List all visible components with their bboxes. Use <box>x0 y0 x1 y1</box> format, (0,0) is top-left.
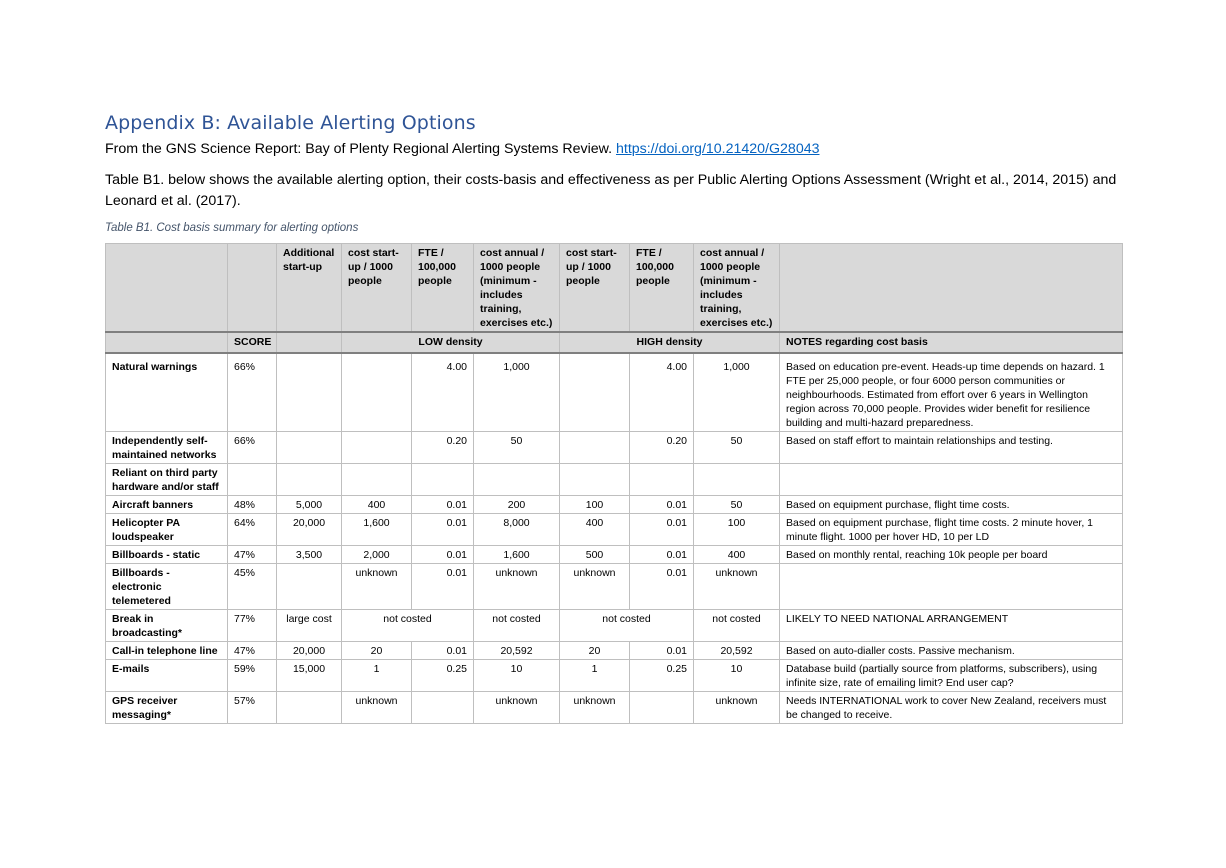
high-fte-cell: 0.20 <box>630 432 694 464</box>
score-cell: 64% <box>228 514 277 546</box>
additional-startup-cell <box>277 692 342 724</box>
row-name-cell: E-mails <box>106 660 228 692</box>
table-row <box>106 564 1123 610</box>
row-name-cell: Call-in telephone line <box>106 642 228 660</box>
high-annual-cell: not costed <box>694 610 780 642</box>
high-startup-cell: 400 <box>560 514 630 546</box>
table-row <box>106 432 1123 464</box>
high-startup-cell <box>560 353 630 432</box>
notes-cell: Based on staff effort to maintain relationships and testing. <box>780 432 1123 464</box>
high-annual-cell <box>694 464 780 496</box>
header-high-startup: cost start-up / 1000 people <box>560 244 630 333</box>
header-low-startup: cost start-up / 1000 people <box>342 244 412 333</box>
low-fte-cell <box>412 464 474 496</box>
additional-startup-cell <box>277 564 342 610</box>
high-startup-cell: 500 <box>560 546 630 564</box>
high-annual-cell: unknown <box>694 692 780 724</box>
source-paragraph <box>105 139 1125 160</box>
additional-startup-cell <box>277 353 342 432</box>
low-startup-cell <box>342 353 412 432</box>
additional-startup-cell: large cost <box>277 610 342 642</box>
low-annual-cell: unknown <box>474 564 560 610</box>
high-fte-cell <box>630 692 694 724</box>
low-fte-cell <box>412 692 474 724</box>
low-fte-cell: 0.01 <box>412 496 474 514</box>
low-startup-cell <box>342 432 412 464</box>
high-startup-cell: unknown <box>560 564 630 610</box>
high-fte-cell <box>630 464 694 496</box>
low-fte-cell: 0.01 <box>412 642 474 660</box>
low-annual-cell: 50 <box>474 432 560 464</box>
low-annual-cell: unknown <box>474 692 560 724</box>
score-cell: 48% <box>228 496 277 514</box>
low-startup-cell: 1 <box>342 660 412 692</box>
notes-cell <box>780 464 1123 496</box>
low-annual-cell: 20,592 <box>474 642 560 660</box>
high-not-costed-cell: not costed <box>560 610 694 642</box>
additional-startup-cell: 20,000 <box>277 642 342 660</box>
high-fte-cell: 0.01 <box>630 642 694 660</box>
row-name-cell: Natural warnings <box>106 353 228 432</box>
header-low-fte: FTE / 100,000 people <box>412 244 474 333</box>
score-cell <box>228 464 277 496</box>
row-name-cell: Billboards - electronic telemetered <box>106 564 228 610</box>
row-name-cell: Independently self-maintained networks <box>106 432 228 464</box>
low-startup-cell: unknown <box>342 564 412 610</box>
low-fte-cell: 0.25 <box>412 660 474 692</box>
header-cell-blank <box>106 244 228 333</box>
high-annual-cell: 10 <box>694 660 780 692</box>
high-annual-cell: unknown <box>694 564 780 610</box>
table-row <box>106 464 1123 496</box>
high-startup-cell <box>560 464 630 496</box>
high-annual-cell: 20,592 <box>694 642 780 660</box>
notes-cell <box>780 564 1123 610</box>
high-fte-cell: 0.01 <box>630 514 694 546</box>
low-fte-cell: 0.01 <box>412 564 474 610</box>
subheader-score: SCORE <box>228 332 277 353</box>
subheader-high-density: HIGH density <box>560 332 780 353</box>
subheader-low-density: LOW density <box>342 332 560 353</box>
high-startup-cell: 100 <box>560 496 630 514</box>
header-cell-blank <box>780 244 1123 333</box>
row-name-cell: Billboards - static <box>106 546 228 564</box>
table-caption: Table B1. Cost basis summary for alerting options <box>105 222 359 234</box>
low-fte-cell: 0.01 <box>412 546 474 564</box>
low-startup-cell: unknown <box>342 692 412 724</box>
additional-startup-cell: 20,000 <box>277 514 342 546</box>
table-row <box>106 692 1123 724</box>
notes-cell: Based on monthly rental, reaching 10k people per board <box>780 546 1123 564</box>
low-startup-cell: 20 <box>342 642 412 660</box>
high-annual-cell: 1,000 <box>694 353 780 432</box>
header-row <box>106 244 1123 333</box>
low-not-costed-cell: not costed <box>342 610 474 642</box>
high-annual-cell: 50 <box>694 496 780 514</box>
row-name-cell: Reliant on third party hardware and/or staff <box>106 464 228 496</box>
low-fte-cell: 4.00 <box>412 353 474 432</box>
table-row <box>106 660 1123 692</box>
table-row <box>106 514 1123 546</box>
notes-cell: Based on equipment purchase, flight time costs. <box>780 496 1123 514</box>
notes-cell: Needs INTERNATIONAL work to cover New Zealand, receivers must be changed to receive. <box>780 692 1123 724</box>
header-cell-blank <box>228 244 277 333</box>
additional-startup-cell: 15,000 <box>277 660 342 692</box>
subheader-row <box>106 332 1123 353</box>
low-annual-cell: 1,600 <box>474 546 560 564</box>
appendix-heading: Appendix B: Available Alerting Options <box>105 112 476 134</box>
notes-cell: Based on education pre-event. Heads-up time depends on hazard. 1 FTE per 25,000 people, or four 6000 person communities or neighbourhoods. Estimated from effort over 6 years in Wellington region across 70,000 people. Provides wider benefit for resilience building and multi-hazard preparedness. <box>780 353 1123 432</box>
row-name-cell: Helicopter PA loudspeaker <box>106 514 228 546</box>
high-startup-cell <box>560 432 630 464</box>
low-startup-cell: 2,000 <box>342 546 412 564</box>
low-annual-cell <box>474 464 560 496</box>
intro-paragraph: Table B1. below shows the available alerting option, their costs-basis and effectiveness as per Public Alerting Options Assessment (Wright et al., 2014, 2015) and Leonard et al. (2017). <box>105 172 1117 209</box>
cost-basis-table <box>105 243 1123 724</box>
table-row <box>106 546 1123 564</box>
low-startup-cell: 1,600 <box>342 514 412 546</box>
low-annual-cell: 200 <box>474 496 560 514</box>
table-body <box>106 244 1123 724</box>
score-cell: 47% <box>228 546 277 564</box>
score-cell: 66% <box>228 353 277 432</box>
score-cell: 57% <box>228 692 277 724</box>
notes-cell: Database build (partially source from platforms, subscribers), using infinite size, rate of emailing limit? End user cap? <box>780 660 1123 692</box>
additional-startup-cell <box>277 432 342 464</box>
source-text: From the GNS Science Report: Bay of Plenty Regional Alerting Systems Review. <box>105 141 616 157</box>
low-startup-cell <box>342 464 412 496</box>
table-row <box>106 353 1123 432</box>
table-row <box>106 642 1123 660</box>
additional-startup-cell: 3,500 <box>277 546 342 564</box>
additional-startup-cell <box>277 464 342 496</box>
low-fte-cell: 0.01 <box>412 514 474 546</box>
low-annual-cell: 10 <box>474 660 560 692</box>
low-startup-cell: 400 <box>342 496 412 514</box>
notes-cell: Based on auto-dialler costs. Passive mechanism. <box>780 642 1123 660</box>
row-name-cell: GPS receiver messaging* <box>106 692 228 724</box>
high-fte-cell: 0.25 <box>630 660 694 692</box>
score-cell: 45% <box>228 564 277 610</box>
additional-startup-cell: 5,000 <box>277 496 342 514</box>
subheader-cell-blank <box>106 332 228 353</box>
high-fte-cell: 4.00 <box>630 353 694 432</box>
high-startup-cell: 1 <box>560 660 630 692</box>
high-startup-cell: unknown <box>560 692 630 724</box>
high-annual-cell: 100 <box>694 514 780 546</box>
doi-link[interactable]: https://doi.org/10.21420/G28043 <box>615 141 820 157</box>
table-row <box>106 496 1123 514</box>
header-high-annual: cost annual / 1000 people (minimum - includes training, exercises etc.) <box>694 244 780 333</box>
high-annual-cell: 50 <box>694 432 780 464</box>
document-page <box>105 112 1125 724</box>
subheader-notes: NOTES regarding cost basis <box>780 332 1123 353</box>
subheader-cell-blank <box>277 332 342 353</box>
header-low-annual: cost annual / 1000 people (minimum - includes training, exercises etc.) <box>474 244 560 333</box>
notes-cell: Based on equipment purchase, flight time costs. 2 minute hover, 1 minute flight. 1000 per hover HD, 10 per LD <box>780 514 1123 546</box>
low-annual-cell: not costed <box>474 610 560 642</box>
high-fte-cell: 0.01 <box>630 546 694 564</box>
high-fte-cell: 0.01 <box>630 496 694 514</box>
row-name-cell: Break in broadcasting* <box>106 610 228 642</box>
high-fte-cell: 0.01 <box>630 564 694 610</box>
score-cell: 77% <box>228 610 277 642</box>
score-cell: 66% <box>228 432 277 464</box>
score-cell: 47% <box>228 642 277 660</box>
header-high-fte: FTE / 100,000 people <box>630 244 694 333</box>
low-annual-cell: 8,000 <box>474 514 560 546</box>
row-name-cell: Aircraft banners <box>106 496 228 514</box>
low-annual-cell: 1,000 <box>474 353 560 432</box>
high-annual-cell: 400 <box>694 546 780 564</box>
high-startup-cell: 20 <box>560 642 630 660</box>
table-row <box>106 610 1123 642</box>
notes-cell: LIKELY TO NEED NATIONAL ARRANGEMENT <box>780 610 1123 642</box>
score-cell: 59% <box>228 660 277 692</box>
low-fte-cell: 0.20 <box>412 432 474 464</box>
header-additional-startup: Additional start-up <box>277 244 342 333</box>
